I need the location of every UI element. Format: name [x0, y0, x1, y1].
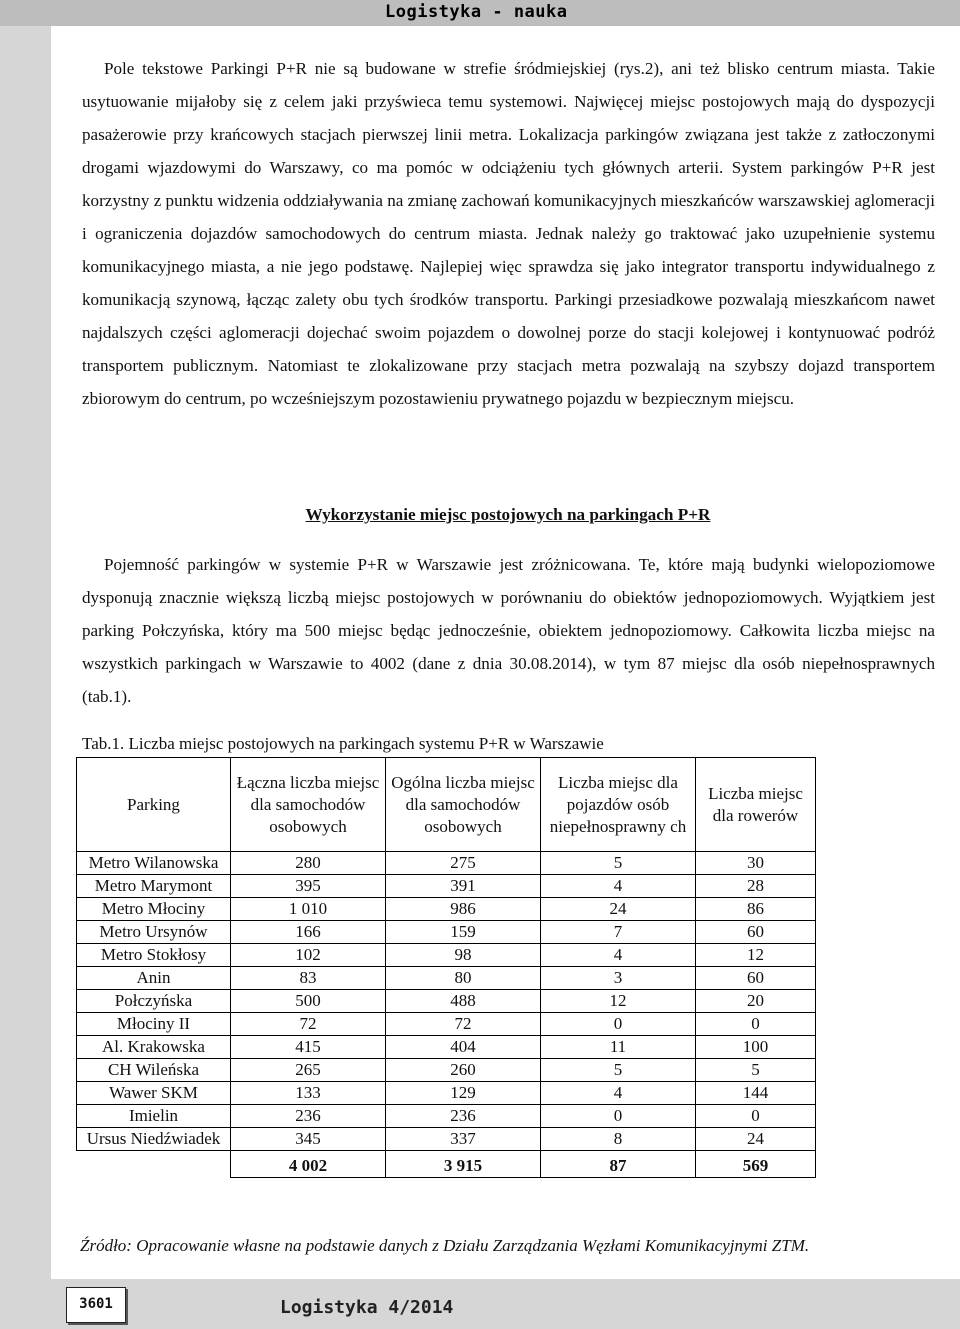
- value-cell: 0: [696, 1105, 816, 1128]
- page-number: 3601: [79, 1296, 113, 1312]
- table-row: [77, 1105, 816, 1128]
- table-row: [77, 1128, 816, 1151]
- column-header: Łączna liczba miejsc dla samochodów osobowych: [231, 758, 386, 852]
- page-number-box: [66, 1287, 126, 1323]
- running-header: Logistyka - nauka: [385, 2, 568, 22]
- value-cell: 129: [386, 1082, 541, 1105]
- body-paragraph-2: [82, 548, 935, 713]
- column-header: Ogólna liczba miejsc dla samochodów osobowych: [386, 758, 541, 852]
- parking-name-cell: Metro Młociny: [77, 898, 231, 921]
- journal-footer: Logistyka 4/2014: [280, 1297, 454, 1318]
- parking-name-cell: Al. Krakowska: [77, 1036, 231, 1059]
- parking-name-cell: Imielin: [77, 1105, 231, 1128]
- value-cell: 488: [386, 990, 541, 1013]
- table-header-row: [77, 758, 816, 852]
- value-cell: 12: [696, 944, 816, 967]
- column-header: Parking: [77, 758, 231, 852]
- total-cell: 3 915: [386, 1151, 541, 1178]
- value-cell: 72: [386, 1013, 541, 1036]
- value-cell: 415: [231, 1036, 386, 1059]
- section-heading: Wykorzystanie miejsc postojowych na parkingach P+R: [305, 505, 711, 524]
- parking-name-cell: Ursus Niedźwiadek: [77, 1128, 231, 1151]
- value-cell: 5: [541, 852, 696, 875]
- table-row: [77, 1036, 816, 1059]
- value-cell: 0: [541, 1013, 696, 1036]
- column-header: Liczba miejsc dla pojazdów osób niepełnosprawny ch: [541, 758, 696, 852]
- value-cell: 236: [231, 1105, 386, 1128]
- value-cell: 4: [541, 875, 696, 898]
- value-cell: 260: [386, 1059, 541, 1082]
- table-row: [77, 990, 816, 1013]
- totals-row: [77, 1151, 816, 1178]
- value-cell: 395: [231, 875, 386, 898]
- total-cell: 4 002: [231, 1151, 386, 1178]
- paragraph-2-text: Pojemność parkingów w systemie P+R w Warszawie jest zróżnicowana. Te, które mają budynki wielopoziomowe dysponują znacznie większą liczbą miejsc postojowych w porównaniu do obiektów jednopoziomowych. Wyjątkiem jest parking Połczyńska, który ma 500 miejsc będąc jednocześnie, obiektem jednopoziomowy. Całkowita liczba miejsc na wszystkich parkingach w Warszawie to 4002 (dane z dnia 30.08.2014), w tym 87 miejsc dla osób niepełnosprawnych (tab.1).: [82, 555, 935, 706]
- value-cell: 275: [386, 852, 541, 875]
- value-cell: 1 010: [231, 898, 386, 921]
- value-cell: 11: [541, 1036, 696, 1059]
- value-cell: 80: [386, 967, 541, 990]
- value-cell: 986: [386, 898, 541, 921]
- value-cell: 236: [386, 1105, 541, 1128]
- parking-name-cell: Wawer SKM: [77, 1082, 231, 1105]
- parking-name-cell: Metro Stokłosy: [77, 944, 231, 967]
- value-cell: 391: [386, 875, 541, 898]
- value-cell: 98: [386, 944, 541, 967]
- value-cell: 4: [541, 1082, 696, 1105]
- table-row: [77, 1059, 816, 1082]
- parking-name-cell: Metro Ursynów: [77, 921, 231, 944]
- value-cell: 5: [696, 1059, 816, 1082]
- parking-name-cell: Anin: [77, 967, 231, 990]
- paragraph-1-text: Parkingi P+R nie są budowane w strefie śródmiejskiej (rys.2), ani też blisko centrum miasta. Takie usytuowanie mijałoby się z celem jaki przyświeca temu systemowi. Najwięcej miejsc postojowych mają do dyspozycji pasażerowie przy krańcowych stacjach pierwszej linii metra. Lokalizacja parkingów związana jest także z zatłoczonymi drogami wjazdowymi do Warszawy, co ma pomóc w odciążeniu tych głównych arterii. System parkingów P+R jest korzystny z punktu widzenia oddziaływania na zmianę zachowań komunikacyjnych mieszkańców warszawskiej aglomeracji i ograniczenia dojazdów samochodowych do centrum miasta. Jednak należy go traktować jako uzupełnienie systemu komunikacyjnego miasta, a nie jego podstawę. Najlepiej więc sprawdza się jako integrator transportu indywidualnego z komunikacją szynową, łącząc zalety obu tych środków transportu. Parkingi przesiadkowe pozwalają mieszkańcom nawet najdalszych części aglomeracji dojechać swoim pojazdem o dowolnej porze do stacji kolejowej i kontynuować podróż transportem publicznym. Natomiast te zlokalizowane przy stacjach metra pozwalają na szybszy dojazd transportem zbiorowym do centrum, po wcześniejszym pozostawieniu prywatnego pojazdu w bezpiecznym miejscu.: [82, 59, 935, 408]
- value-cell: 60: [696, 967, 816, 990]
- parking-name-cell: Połczyńska: [77, 990, 231, 1013]
- value-cell: 30: [696, 852, 816, 875]
- value-cell: 60: [696, 921, 816, 944]
- value-cell: 28: [696, 875, 816, 898]
- text-box-label: Pole tekstowe: [104, 59, 203, 78]
- table-caption: Tab.1. Liczba miejsc postojowych na parkingach systemu P+R w Warszawie: [82, 734, 604, 753]
- value-cell: 7: [541, 921, 696, 944]
- value-cell: 24: [541, 898, 696, 921]
- value-cell: 8: [541, 1128, 696, 1151]
- value-cell: 5: [541, 1059, 696, 1082]
- parking-name-cell: Młociny II: [77, 1013, 231, 1036]
- value-cell: 159: [386, 921, 541, 944]
- totals-blank-cell: [77, 1151, 231, 1178]
- parking-name-cell: Metro Wilanowska: [77, 852, 231, 875]
- column-header: Liczba miejsc dla rowerów: [696, 758, 816, 852]
- table-row: [77, 1013, 816, 1036]
- value-cell: 166: [231, 921, 386, 944]
- value-cell: 72: [231, 1013, 386, 1036]
- value-cell: 24: [696, 1128, 816, 1151]
- total-cell: 87: [541, 1151, 696, 1178]
- value-cell: 3: [541, 967, 696, 990]
- body-paragraph-1: [82, 52, 935, 415]
- value-cell: 404: [386, 1036, 541, 1059]
- table-row: [77, 967, 816, 990]
- value-cell: 20: [696, 990, 816, 1013]
- value-cell: 133: [231, 1082, 386, 1105]
- value-cell: 102: [231, 944, 386, 967]
- header-bar: [0, 0, 960, 26]
- table-source-note: Źródło: Opracowanie własne na podstawie danych z Działu Zarządzania Węzłami Komunikacyjnymi ZTM.: [80, 1236, 810, 1255]
- value-cell: 12: [541, 990, 696, 1013]
- value-cell: 337: [386, 1128, 541, 1151]
- table-row: [77, 875, 816, 898]
- table-row: [77, 898, 816, 921]
- table-row: [77, 921, 816, 944]
- value-cell: 86: [696, 898, 816, 921]
- parking-table: [76, 757, 816, 1178]
- table-row: [77, 852, 816, 875]
- parking-name-cell: CH Wileńska: [77, 1059, 231, 1082]
- total-cell: 569: [696, 1151, 816, 1178]
- value-cell: 0: [696, 1013, 816, 1036]
- value-cell: 500: [231, 990, 386, 1013]
- value-cell: 100: [696, 1036, 816, 1059]
- value-cell: 144: [696, 1082, 816, 1105]
- value-cell: 280: [231, 852, 386, 875]
- parking-name-cell: Metro Marymont: [77, 875, 231, 898]
- value-cell: 265: [231, 1059, 386, 1082]
- value-cell: 83: [231, 967, 386, 990]
- value-cell: 0: [541, 1105, 696, 1128]
- table-row: [77, 1082, 816, 1105]
- value-cell: 345: [231, 1128, 386, 1151]
- table-row: [77, 944, 816, 967]
- value-cell: 4: [541, 944, 696, 967]
